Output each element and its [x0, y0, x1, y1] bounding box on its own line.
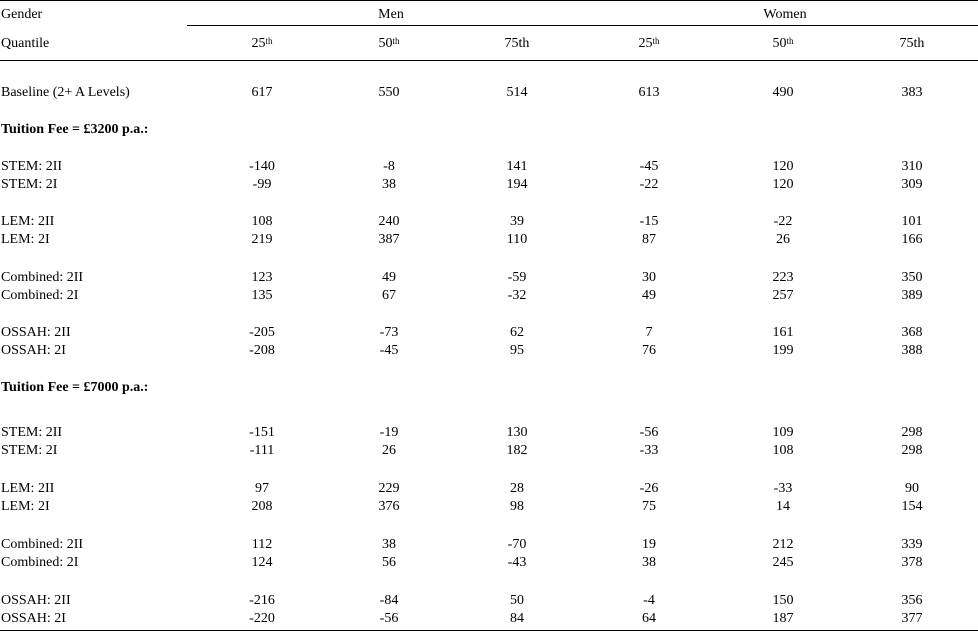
top-rule — [0, 0, 978, 1]
table-cell: 298 — [901, 425, 923, 440]
table-cell: 38 — [382, 177, 396, 192]
table-cell: 376 — [378, 499, 400, 514]
table-cell: -33 — [773, 481, 793, 496]
row-label: STEM: 2I — [1, 443, 58, 458]
quantile-value: 25 — [638, 36, 653, 51]
table-cell: -216 — [249, 593, 275, 608]
table-cell: 617 — [251, 85, 273, 100]
table-cell: 64 — [642, 611, 656, 626]
table-cell: 229 — [378, 481, 400, 496]
section-label: Tuition Fee = £3200 p.a.: — [1, 122, 149, 137]
table-cell: 309 — [901, 177, 923, 192]
table-cell: 38 — [642, 555, 656, 570]
table-cell: -4 — [643, 593, 655, 608]
quantile-col-header — [349, 36, 429, 52]
table-cell: 26 — [382, 443, 396, 458]
table-cell: 378 — [901, 555, 923, 570]
quantile-col-header — [609, 36, 689, 52]
table-cell: 194 — [506, 177, 528, 192]
quantile-value: 50 — [772, 36, 787, 51]
quantile-value: 75th — [899, 36, 925, 51]
table-cell: 123 — [251, 270, 273, 285]
table-cell: 550 — [378, 85, 400, 100]
table-cell: 62 — [510, 325, 524, 340]
row-label: Combined: 2II — [1, 270, 84, 285]
table-cell: 514 — [506, 85, 528, 100]
table-cell: 161 — [772, 325, 794, 340]
table-cell: 219 — [251, 232, 273, 247]
table-cell: -208 — [249, 343, 275, 358]
row-label: Combined: 2I — [1, 555, 79, 570]
table-cell: 14 — [776, 499, 790, 514]
table-cell: 356 — [901, 593, 923, 608]
row-label: LEM: 2I — [1, 232, 50, 247]
table-cell: 208 — [251, 499, 273, 514]
table-cell: -45 — [639, 159, 659, 174]
women-header: Women — [763, 7, 807, 22]
row-label: Combined: 2II — [1, 537, 84, 552]
row-label: Baseline (2+ A Levels) — [1, 85, 130, 100]
table-cell: 101 — [901, 214, 923, 229]
quantile-col-header — [222, 36, 302, 52]
table-cell: 76 — [642, 343, 656, 358]
quantile-ordinal-suffix: th — [786, 36, 794, 46]
header-spanner-rule — [187, 25, 978, 26]
table-cell: -43 — [507, 555, 527, 570]
table-cell: -56 — [379, 611, 399, 626]
table-cell: 120 — [772, 177, 794, 192]
table-cell: 212 — [772, 537, 794, 552]
table-cell: 150 — [772, 593, 794, 608]
table-cell: 120 — [772, 159, 794, 174]
table-cell: 298 — [901, 443, 923, 458]
table-cell: -73 — [379, 325, 399, 340]
row-label: STEM: 2II — [1, 425, 63, 440]
bottom-rule — [0, 630, 978, 631]
table-cell: -33 — [639, 443, 659, 458]
table-cell: 240 — [378, 214, 400, 229]
table-cell: 26 — [776, 232, 790, 247]
quantile-header: Quantile — [1, 36, 50, 51]
table-cell: 50 — [510, 593, 524, 608]
row-label: Combined: 2I — [1, 288, 79, 303]
table-cell: 310 — [901, 159, 923, 174]
quantile-col-header — [477, 36, 557, 52]
table-cell: 130 — [506, 425, 528, 440]
quantile-value: 25 — [251, 36, 266, 51]
table-cell: 87 — [642, 232, 656, 247]
table-cell: -32 — [507, 288, 527, 303]
table-cell: 38 — [382, 537, 396, 552]
table-cell: -22 — [639, 177, 659, 192]
table-cell: 97 — [255, 481, 269, 496]
table-cell: -45 — [379, 343, 399, 358]
table-cell: 383 — [901, 85, 923, 100]
table-cell: 75 — [642, 499, 656, 514]
table-cell: -84 — [379, 593, 399, 608]
table-cell: 95 — [510, 343, 524, 358]
table-cell: 98 — [510, 499, 524, 514]
table-cell: 7 — [645, 325, 653, 340]
row-label: STEM: 2I — [1, 177, 58, 192]
table-cell: -15 — [639, 214, 659, 229]
table-cell: 339 — [901, 537, 923, 552]
table-cell: 124 — [251, 555, 273, 570]
table-cell: 109 — [772, 425, 794, 440]
table-cell: 49 — [642, 288, 656, 303]
table-cell: 108 — [251, 214, 273, 229]
table-cell: -99 — [252, 177, 272, 192]
table-cell: -220 — [249, 611, 275, 626]
quantile-ordinal-suffix: th — [652, 36, 660, 46]
table-cell: 56 — [382, 555, 396, 570]
table-cell: -19 — [379, 425, 399, 440]
quantile-value: 50 — [378, 36, 393, 51]
table-cell: 187 — [772, 611, 794, 626]
quantile-value: 75th — [504, 36, 530, 51]
table-cell: 108 — [772, 443, 794, 458]
table-cell: 182 — [506, 443, 528, 458]
section-label: Tuition Fee = £7000 p.a.: — [1, 380, 149, 395]
row-label: OSSAH: 2II — [1, 325, 71, 340]
table-cell: -26 — [639, 481, 659, 496]
table-cell: 377 — [901, 611, 923, 626]
table-cell: -70 — [507, 537, 527, 552]
table-cell: 154 — [901, 499, 923, 514]
table-cell: -56 — [639, 425, 659, 440]
quantile-col-header — [872, 36, 952, 52]
table-cell: 28 — [510, 481, 524, 496]
table-cell: -140 — [249, 159, 275, 174]
table-cell: 19 — [642, 537, 656, 552]
table-cell: 387 — [378, 232, 400, 247]
table-cell: 388 — [901, 343, 923, 358]
table-cell: 199 — [772, 343, 794, 358]
quantile-ordinal-suffix: th — [265, 36, 273, 46]
quantile-ordinal-suffix: th — [392, 36, 400, 46]
table-cell: 67 — [382, 288, 396, 303]
table-cell: 257 — [772, 288, 794, 303]
table-cell: 490 — [772, 85, 794, 100]
row-label: OSSAH: 2I — [1, 611, 66, 626]
table-cell: 166 — [901, 232, 923, 247]
table-cell: 110 — [506, 232, 528, 247]
table-cell: 39 — [510, 214, 524, 229]
table-cell: 245 — [772, 555, 794, 570]
table-cell: -8 — [383, 159, 395, 174]
table-cell: -22 — [773, 214, 793, 229]
quantile-col-header — [743, 36, 823, 52]
table-cell: 141 — [506, 159, 528, 174]
table-cell: -151 — [249, 425, 275, 440]
row-label: LEM: 2II — [1, 481, 55, 496]
table-cell: 613 — [638, 85, 660, 100]
row-label: LEM: 2II — [1, 214, 55, 229]
table-cell: 223 — [772, 270, 794, 285]
table-cell: 389 — [901, 288, 923, 303]
table-cell: 84 — [510, 611, 524, 626]
men-header: Men — [378, 7, 404, 22]
table-cell: -59 — [507, 270, 527, 285]
table-cell: 368 — [901, 325, 923, 340]
row-label: OSSAH: 2I — [1, 343, 66, 358]
header-bottom-rule — [0, 60, 978, 61]
table-cell: 30 — [642, 270, 656, 285]
table-cell: 90 — [905, 481, 919, 496]
table-cell: 49 — [382, 270, 396, 285]
table-cell: 112 — [251, 537, 273, 552]
table-cell: 350 — [901, 270, 923, 285]
row-label: STEM: 2II — [1, 159, 63, 174]
table-cell: 135 — [251, 288, 273, 303]
gender-header: Gender — [1, 7, 43, 22]
table-cell: -111 — [249, 443, 275, 458]
table-cell: -205 — [249, 325, 275, 340]
row-label: OSSAH: 2II — [1, 593, 71, 608]
row-label: LEM: 2I — [1, 499, 50, 514]
